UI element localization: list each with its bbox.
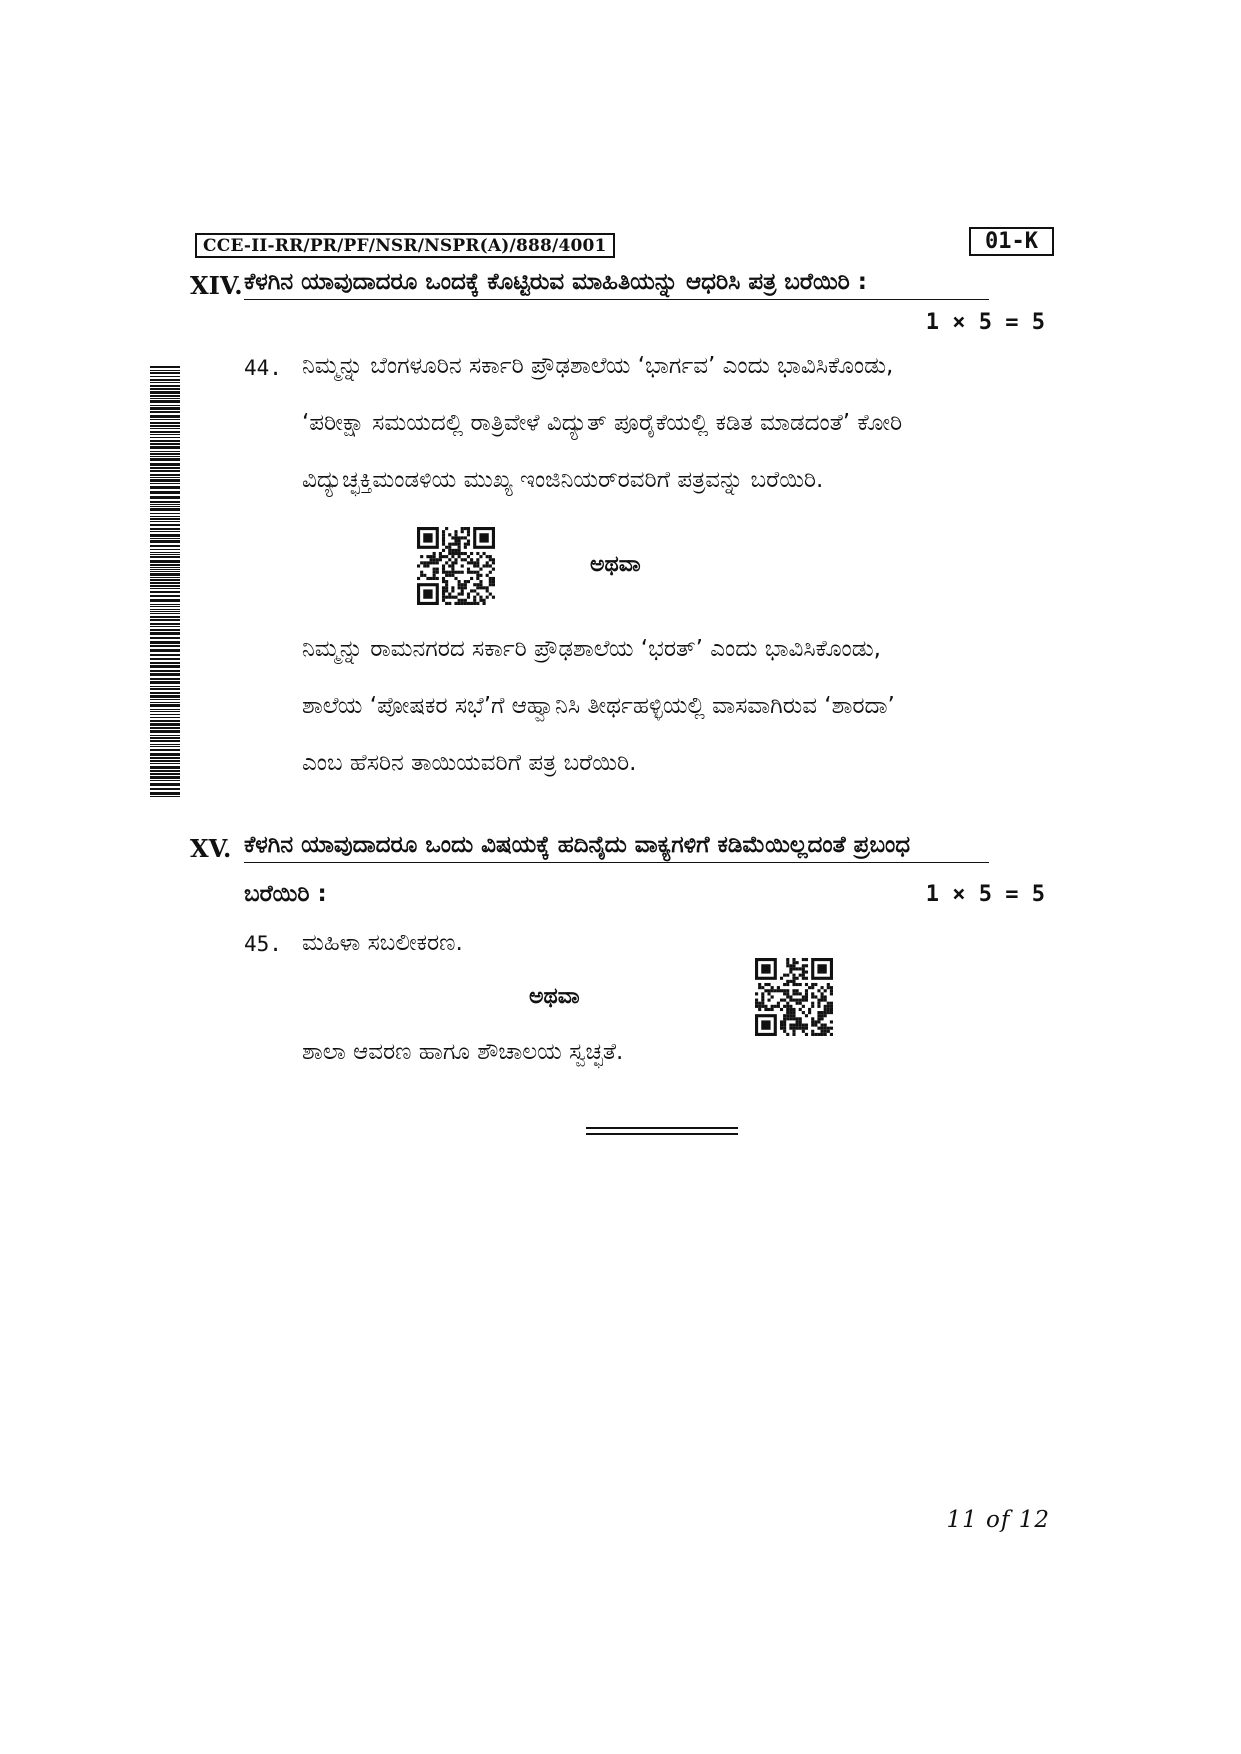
section-xv-instruction-line1: ಕೆಳಗಿನ ಯಾವುದಾದರೂ ಒಂದು ವಿಷಯಕ್ಕೆ ಹದಿನೈದು ವಾಕ್ಯಗಳಿಗೆ ಕಡಿಮೆಯಿಲ್ಲದಂತೆ ಪ್ರಬಂಧ	[244, 832, 989, 863]
question-44-number: 44.	[244, 356, 282, 380]
section-xv-number: XV.	[190, 834, 232, 863]
or-label-xv: ಅಥವಾ	[529, 984, 580, 1009]
section-xiv-instruction: ಕೆಳಗಿನ ಯಾವುದಾದರೂ ಒಂದಕ್ಕೆ ಕೊಟ್ಟಿರುವ ಮಾಹಿತಿಯನ್ನು ಆಧರಿಸಿ ಪತ್ರ ಬರೆಯಿರಿ :	[244, 269, 989, 300]
paper-code-label: CCE-II-RR/PR/PF/NSR/NSPR(A)/888/4001	[195, 233, 615, 258]
option-a-line-1: ನಿಮ್ಮನ್ನು ಬೆಂಗಳೂರಿನ ಸರ್ಕಾರಿ ಪ್ರೌಢಶಾಲೆಯ ‘ಭಾರ್ಗವ’ ಎಂದು ಭಾವಿಸಿಕೊಂಡು,	[302, 353, 894, 379]
question-44-option-b	[302, 621, 1047, 792]
option-b-line-3: ಎಂಬ ಹೆಸರಿನ ತಾಯಿಯವರಿಗೆ ಪತ್ರ ಬರೆಯಿರಿ.	[302, 750, 637, 776]
question-44-option-a	[302, 338, 1047, 509]
question-45-option-b: ಶಾಲಾ ಆವರಣ ಹಾಗೂ ಶೌಚಾಲಯ ಸ್ವಚ್ಛತೆ.	[302, 1039, 624, 1065]
or-label-xiv: ಅಥವಾ	[590, 552, 641, 577]
end-rule-bottom	[586, 1133, 738, 1135]
section-xv-instruction-line2: ಬರೆಯಿರಿ :	[244, 881, 327, 907]
question-45-number: 45.	[244, 932, 282, 956]
qr-code-image	[755, 958, 833, 1036]
section-xiv-number: XIV.	[190, 271, 243, 300]
option-b-line-2: ಶಾಲೆಯ ‘ಪೋಷಕರ ಸಭೆ’ಗೆ ಆಹ್ವಾನಿಸಿ ತೀರ್ಥಹಳ್ಳಿಯಲ್ಲಿ ವಾಸವಾಗಿರುವ ‘ಶಾರದಾ’	[302, 693, 895, 719]
option-b-line-1: ನಿಮ್ಮನ್ನು ರಾಮನಗರದ ಸರ್ಕಾರಿ ಪ್ರೌಢಶಾಲೆಯ ‘ಭರತ್’ ಎಂದು ಭಾವಿಸಿಕೊಂಡು,	[302, 636, 881, 662]
question-45-option-a: ಮಹಿಳಾ ಸಬಲೀಕರಣ.	[302, 930, 463, 956]
option-a-line-3: ವಿದ್ಯುಚ್ಛಕ್ತಿಮಂಡಳಿಯ ಮುಖ್ಯ ಇಂಜಿನಿಯರ್‌ರವರಿಗೆ ಪತ್ರವನ್ನು ಬರೆಯಿರಿ.	[302, 467, 824, 493]
option-a-line-2: ‘ಪರೀಕ್ಷಾ ಸಮಯದಲ್ಲಿ ರಾತ್ರಿವೇಳೆ ವಿದ್ಯುತ್ ಪೂರೈಕೆಯಲ್ಲಿ ಕಡಿತ ಮಾಡದಂತೆ’ ಕೋರಿ	[302, 410, 903, 436]
end-rule-top	[586, 1127, 738, 1129]
paper-id-box: 01-K	[969, 227, 1054, 256]
barcode-image	[150, 366, 180, 798]
page-number: 11 of 12	[946, 1507, 1050, 1533]
section-xiv-marks: 1 × 5 = 5	[925, 310, 1045, 335]
qr-code-image	[417, 527, 495, 605]
section-xv-marks: 1 × 5 = 5	[925, 882, 1045, 907]
